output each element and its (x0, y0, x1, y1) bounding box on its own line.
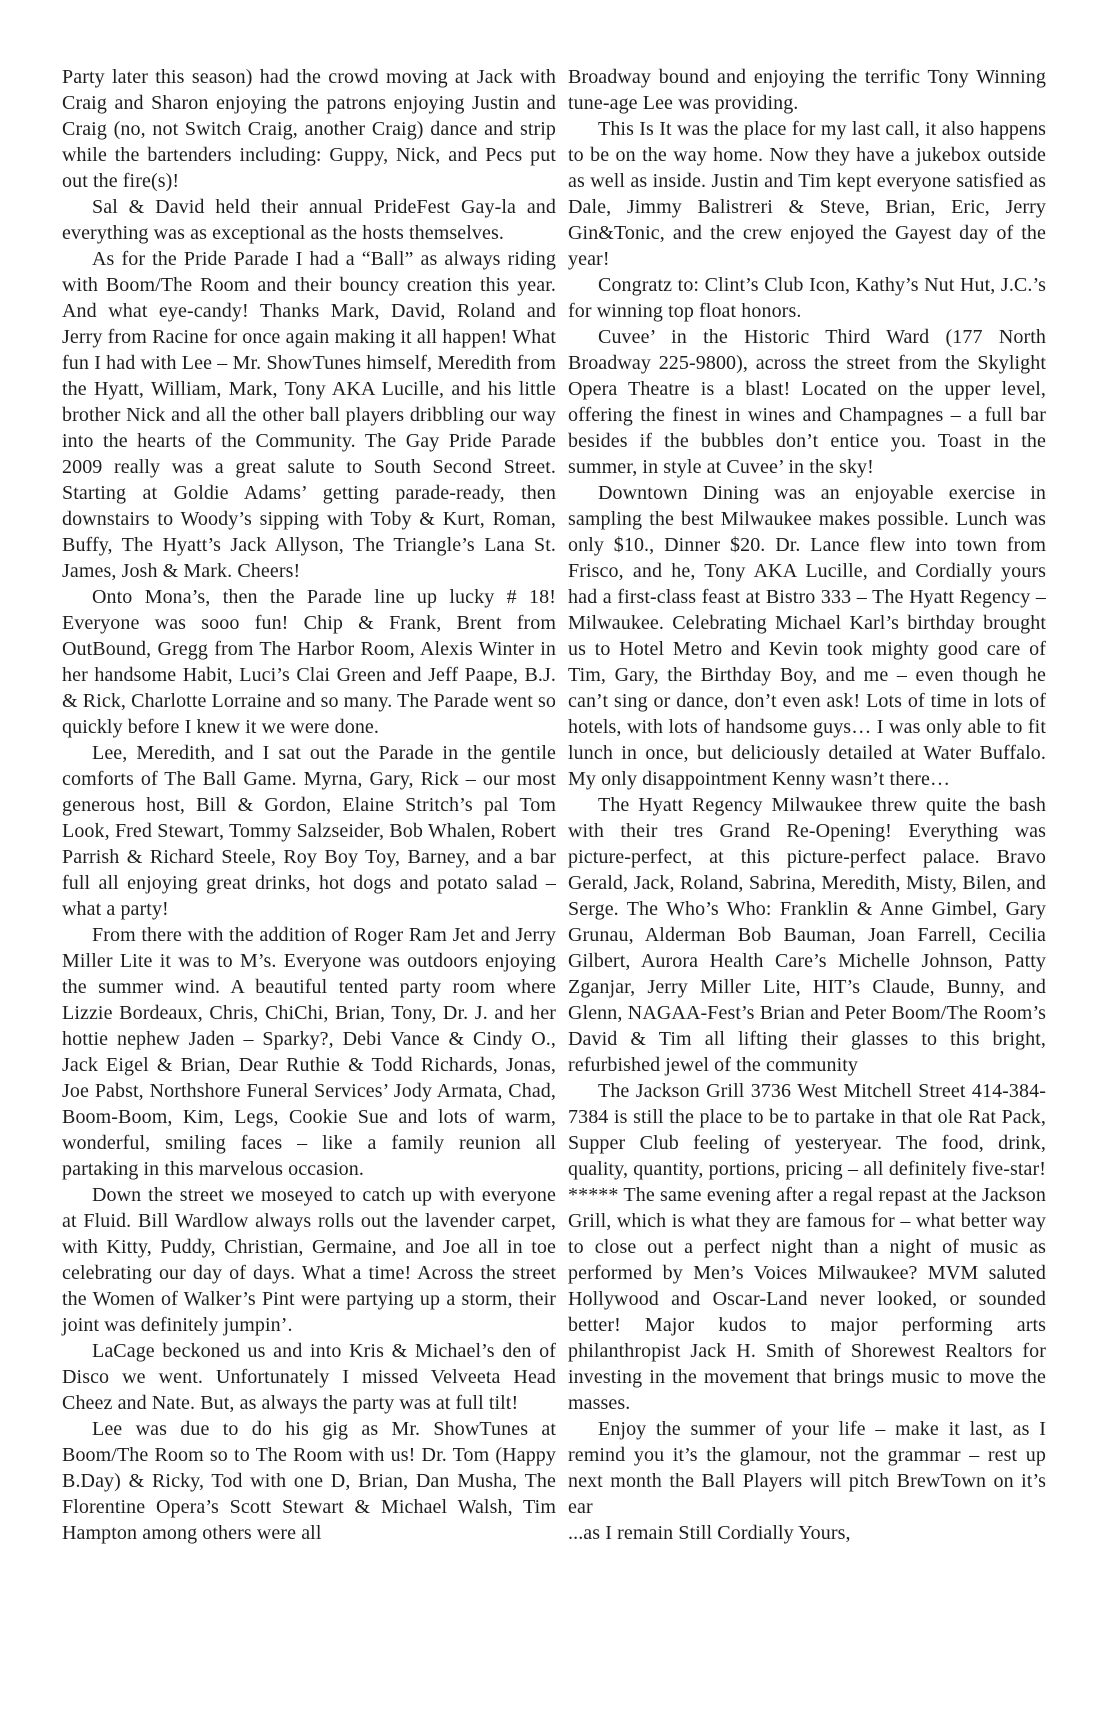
right-column (568, 64, 1046, 1546)
paragraph: The Jackson Grill 3736 West Mitchell Street 414-384-7384 is still the place to be to partake in that ole Rat Pack, Supper Club feeling of yesteryear. The food, drink, quality, quantity, portions, pricing – all definitely five-star! ***** The same evening after a regal repast at the Jackson Grill, which is what they are famous for – what better way to close out a perfect night than a night of music as performed by Men’s Voices Milwaukee? MVM saluted Hollywood and Oscar-Land never looked, or sounded better! Major kudos to major performing arts philanthropist Jack H. Smith of Shorewest Realtors for investing in the movement that brings music to move the masses. (568, 1080, 1046, 1414)
paragraph: Congratz to: Clint’s Club Icon, Kathy’s Nut Hut, J.C.’s for winning top float honors. (568, 274, 1046, 322)
paragraph: Down the street we moseyed to catch up with everyone at Fluid. Bill Wardlow always rolls out the lavender carpet, with Kitty, Puddy, Christian, Germaine, and Joe all in toe celebrating our day of days. What a time! Across the street the Women of Walker’s Pint were partying up a storm, their joint was definitely jumpin’. (62, 1184, 556, 1336)
paragraph: Enjoy the summer of your life – make it last, as I remind you it’s the glamour, not the grammar – rest up next month the Ball Players will pitch BrewTown on it’s ear (568, 1418, 1046, 1518)
paragraph: Cuvee’ in the Historic Third Ward (177 North Broadway 225-9800), across the street from the Skylight Opera Theatre is a blast! Located on the upper level, offering the finest in wines and Champagnes – a full bar besides if the bubbles don’t entice you. Toast in the summer, in style at Cuvee’ in the sky! (568, 326, 1046, 478)
paragraph: This Is It was the place for my last call, it also happens to be on the way home. Now they have a jukebox outside as well as inside. Justin and Tim kept everyone satisfied as Dale, Jimmy Balistreri & Steve, Brian, Eric, Jerry Gin&Tonic, and the crew enjoyed the Gayest day of the year! (568, 118, 1046, 270)
paragraph: Downtown Dining was an enjoyable exercise in sampling the best Milwaukee makes possible. Lunch was only $10., Dinner $20. Dr. Lance flew into town from Frisco, and he, Tony AKA Lucille, and Cordially yours had a first-class feast at Bistro 333 – The Hyatt Regency – Milwaukee. Celebrating Michael Karl’s birthday brought us to Hotel Metro and Kevin took mighty good care of Tim, Gary, the Birthday Boy, and me – even though he can’t sing or dance, don’t even ask! Lots of time in lots of hotels, with lots of handsome guys… I was only able to fit lunch in once, but deliciously detailed at Water Buffalo. My only disappointment Kenny wasn’t there… (568, 482, 1046, 790)
paragraph: Onto Mona’s, then the Parade line up lucky # 18! Everyone was sooo fun! Chip & Frank, Brent from OutBound, Gregg from The Harbor Room, Alexis Winter in her handsome Habit, Luci’s Clai Green and Jeff Paape, B.J. & Rick, Charlotte Lorraine and so many. The Parade went so quickly before I knew it we were done. (62, 586, 557, 738)
paragraph: Party later this season) had the crowd moving at Jack with Craig and Sharon enjoying the patrons enjoying Justin and Craig (no, not Switch Craig, another Craig) dance and strip while the bartenders including: Guppy, Nick, and Pecs put out the fire(s)! (62, 66, 556, 192)
paragraph: Lee was due to do his gig as Mr. ShowTunes at Boom/The Room so to The Room with us! Dr. Tom (Happy B.Day) & Ricky, Tod with one D, Brian, Dan Musha, The Florentine Opera’s Scott Stewart & Michael Walsh, Tim Hampton among others were all (62, 1418, 556, 1544)
paragraph: The Hyatt Regency Milwaukee threw quite the bash with their tres Grand Re-Opening! Everything was picture-perfect, at this picture-perfect palace. Bravo Gerald, Jack, Roland, Sabrina, Meredith, Misty, Bilen, and Serge. The Who’s Who: Franklin & Anne Gimbel, Gary Grunau, Alderman Bob Bauman, Joan Farrell, Cecilia Gilbert, Aurora Health Care’s Michelle Johnson, Patty Zganjar, Jerry Miller Lite, HIT’s Claude, Bunny, and Glenn, NAGAA-Fest’s Brian and Peter Boom/The Room’s David & Tim all lifting their glasses to this bright, refurbished jewel of the community (568, 794, 1046, 1076)
left-column (62, 64, 556, 1546)
paragraph: As for the Pride Parade I had a “Ball” as always riding with Boom/The Room and their bouncy creation this year. And what eye-candy! Thanks Mark, David, Roland and Jerry from Racine for once again making it all happen! What fun I had with Lee – Mr. ShowTunes himself, Meredith from the Hyatt, William, Mark, Tony AKA Lucille, and his little brother Nick and all the other ball players dribbling our way into the hearts of the Community. The Gay Pride Parade 2009 really was a great salute to South Second Street. Starting at Goldie Adams’ getting parade-ready, then downstairs to Woody’s sipping with Toby & Kurt, Roman, Buffy, The Hyatt’s Jack Allyson, The Triangle’s Lana St. James, Josh & Mark. Cheers! (62, 248, 556, 582)
paragraph: Broadway bound and enjoying the terrific Tony Winning tune-age Lee was providing. (568, 66, 1046, 114)
paragraph: LaCage beckoned us and into Kris & Michael’s den of Disco we went. Unfortunately I missed Velveeta Head Cheez and Nate. But, as always the party was at full tilt! (62, 1340, 556, 1414)
paragraph: Sal & David held their annual PrideFest Gay-la and everything was as exceptional as the hosts themselves. (62, 196, 556, 244)
paragraph: Lee, Meredith, and I sat out the Parade in the gentile comforts of The Ball Game. Myrna, Gary, Rick – our most generous host, Bill & Gordon, Elaine Stritch’s pal Tom Look, Fred Stewart, Tommy Salzseider, Bob Whalen, Robert Parrish & Richard Steele, Roy Boy Toy, Barney, and a bar full all enjoying great drinks, hot dogs and potato salad – what a party! (62, 742, 556, 920)
paragraph: ...as I remain Still Cordially Yours, (568, 1522, 851, 1544)
paragraph: From there with the addition of Roger Ram Jet and Jerry Miller Lite it was to M’s. Everyone was outdoors enjoying the summer wind. A beautiful tented party room where Lizzie Bordeaux, Chris, ChiChi, Brian, Tony, Dr. J. and her hottie nephew Jaden – Sparky?, Debi Vance & Cindy O., Jack Eigel & Brian, Dear Ruthie & Todd Richards, Jonas, Joe Pabst, Northshore Funeral Services’ Jody Armata, Chad, Boom-Boom, Kim, Legs, Cookie Sue and lots of warm, wonderful, smiling faces – like a family reunion all partaking in this marvelous occasion. (62, 924, 556, 1180)
